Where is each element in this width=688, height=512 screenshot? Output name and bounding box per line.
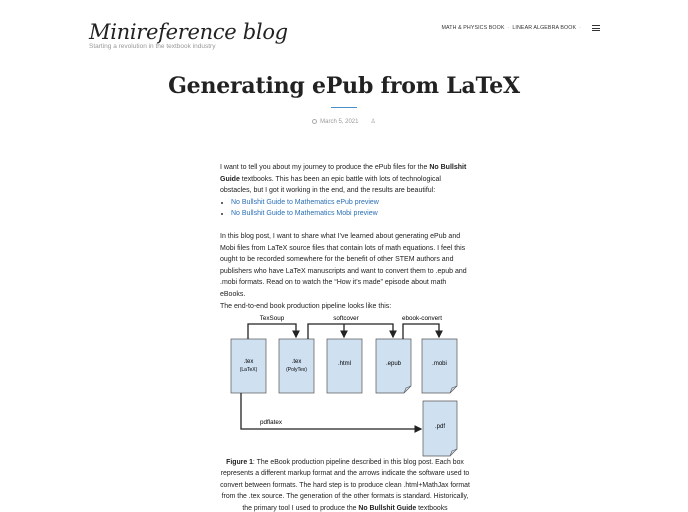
- box-label: .tex: [243, 359, 254, 365]
- label-ebook-convert: ebook-convert: [402, 315, 442, 322]
- box-epub: [376, 339, 411, 393]
- label-softcover: softcover: [333, 315, 359, 322]
- box-tex-polytex: [279, 339, 314, 393]
- box-html: [327, 339, 362, 393]
- box-sublabel: (LaTeX): [239, 367, 258, 373]
- arrow-texsoup: [248, 324, 296, 339]
- pipeline-intro-paragraph: The end-to-end book production pipeline looks like this:: [220, 302, 392, 310]
- person-icon[interactable]: ♙: [370, 119, 376, 125]
- caption-text: : The eBook production pipeline described in this blog post. Each box represents a different markup format and the arrows indicate the software used to convert between formats. The hard step is to produce clean .html+MathJax format from the .tex source. The generation of the other formats is standard. Historically, the primary tool I used to produce the: [220, 459, 470, 512]
- box-sublabel: (PolyTex): [286, 367, 307, 373]
- title-underline: [331, 107, 357, 108]
- box-label: .epub: [385, 361, 402, 367]
- box-label: .html: [337, 361, 352, 367]
- figure-caption: [219, 457, 471, 512]
- box-pdf: [423, 401, 457, 456]
- box-label: .tex: [291, 359, 302, 365]
- arrow-ebook-convert: [403, 324, 439, 339]
- site-tagline: Starting a revolution in the textbook industry: [89, 43, 216, 50]
- intro-paragraph: [220, 162, 470, 197]
- hamburger-menu-icon[interactable]: [592, 25, 600, 31]
- list-item: [231, 197, 470, 209]
- box-label: .mobi: [432, 361, 447, 367]
- nav-separator: ·: [507, 25, 510, 31]
- nav-separator: ·: [579, 25, 581, 31]
- post-date[interactable]: March 5, 2021: [320, 118, 359, 125]
- explanation-paragraph: In this blog post, I want to share what I’ve learned about generating ePub and Mobi files from LaTeX source files that contain lots of math equations. I feel this ought to be recorded somewhere for the benefit of other STEM authors and publishers who have LaTeX manuscripts and want to convert them to .epub and .mobi formats. Read on to watch the “How it’s made” episode about math eBooks.: [220, 232, 467, 298]
- list-item: [231, 208, 470, 220]
- label-texsoup: TexSoup: [259, 315, 285, 322]
- post-content: [220, 162, 470, 312]
- intro-text: I want to tell you about my journey to produce the ePub files for the: [220, 164, 430, 171]
- post-meta: [0, 118, 688, 125]
- intro-text-cont: textbooks. This has been an epic battle with lots of technological obstacles, but I got it working in the end, and the results are beautiful:: [220, 175, 441, 195]
- label-pdflatex: pdflatex: [260, 419, 283, 426]
- nav-item-linear-algebra-book[interactable]: LINEAR ALGEBRA BOOK: [512, 25, 577, 31]
- box-label: .pdf: [434, 424, 446, 430]
- mobi-preview-link[interactable]: No Bullshit Guide to Mathematics Mobi preview: [231, 210, 378, 218]
- preview-links-list: [220, 197, 470, 220]
- nav-item-math-physics-book[interactable]: MATH & PHYSICS BOOK: [441, 25, 505, 31]
- post-title: Generating ePub from LaTeX: [168, 73, 520, 99]
- box-mobi: [422, 339, 457, 393]
- pipeline-figure: [226, 312, 462, 458]
- figure-label: Figure 1: [226, 459, 253, 466]
- top-nav: [441, 25, 600, 31]
- box-tex-latex: [231, 339, 266, 393]
- caption-book-name: No Bullshit Guide: [358, 504, 417, 512]
- clock-icon: [312, 119, 317, 124]
- epub-preview-link[interactable]: No Bullshit Guide to Mathematics ePub preview: [231, 198, 379, 206]
- caption-text-cont: textbooks: [416, 504, 448, 512]
- arrow-softcover: [308, 324, 393, 339]
- book-name: No Bullshit Guide: [220, 164, 467, 183]
- site-title[interactable]: Minireference blog: [89, 20, 288, 44]
- pipeline-diagram: [226, 312, 462, 458]
